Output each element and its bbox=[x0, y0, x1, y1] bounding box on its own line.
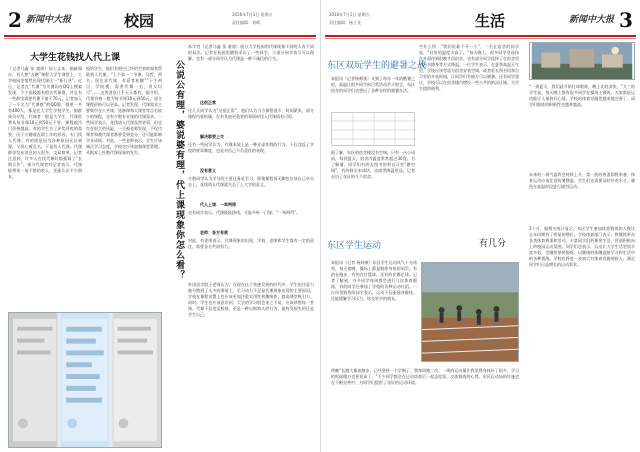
sports-photo bbox=[421, 262, 519, 362]
headline-paid-attendance: 大学生花钱找人代上课 bbox=[30, 53, 121, 63]
right-date-line: 2016年7月1日 星期五 bbox=[329, 12, 370, 17]
right-header bbox=[325, 8, 636, 38]
right-page bbox=[320, 0, 640, 452]
sports-article-intro: 本报讯（记者 杨帅康）东区学生运动风气十分浓厚，每天傍晚，操场上都是锻炼身体的同学。有的在跑步，有的在打篮球，还有的在踢足球。记者了解到，许多同学每周都会进行几次体育锻炼，有的同学还参加了学校的各种运动社团。一位经常锻炼的同学表示，运动不仅能强身健体，还能缓解学习压力，结交更多的朋友。 bbox=[331, 260, 417, 301]
summer-article-mid-col: 空什么得，“我们很难不开一个”，一名在宿舍的同学说，“这里的温度太高了。”每天晚上，很多同学会选择在外面待到很晚才回宿舍。也有部分同学选择了在宿舍里用冷水擦身等方式降温。一位学生表示，在夏季高温天气里，学校应该考虑为宿舍安装空调，或者延长图书馆和自习室的开放时间，让同学们有地方可以避暑。还有同学建议，学校可以在宿舍楼内增设一些公共的纳凉区域，为学生提供便利。 bbox=[419, 44, 519, 91]
left-page-number: 2 bbox=[8, 8, 22, 32]
col3-body-3: 少数同学认为学分的主要任务是学习，即使课程再无聊也应该自己亲自去上，花钱请人代课就失去了上大学的意义。 bbox=[188, 176, 314, 187]
col3-subhead-5: 老师：各方有责 bbox=[200, 230, 228, 235]
vertical-title: 公说公有理，婆说婆有理，代上课现象你怎么看？ bbox=[174, 60, 184, 280]
right-paper-name: 新闻中大报 bbox=[569, 15, 615, 25]
headline-sports-sub: 有几分 bbox=[479, 239, 507, 249]
right-section-title: 生活 bbox=[475, 12, 506, 30]
headline-sports: 东区学生运动 bbox=[327, 241, 382, 251]
right-page-number: 3 bbox=[619, 8, 633, 32]
left-header-rule-thin bbox=[4, 38, 316, 39]
left-header bbox=[4, 8, 316, 38]
left-section-title: 校园 bbox=[124, 12, 155, 30]
chat-screenshots-photo bbox=[8, 312, 162, 448]
right-editor-line: 责任编辑：杨子龙 bbox=[329, 20, 361, 25]
col3-subhead-2: 解决都要上交 bbox=[200, 134, 224, 139]
summer-photo bbox=[529, 42, 635, 80]
right-header-rule bbox=[325, 35, 636, 37]
article-col-3b: 外国语学院王老师认为，在现在这个快速发展的时代中，学生的注意力被分散到了太多的事情上，学习动力不足是代课现象出现的主要原因。学校在课程设置上也应该更加注重实用性和趣味性，提高课堂吸引力。同时，学生也应该意识到，大学的学习机会来之不易，应该珍惜每一堂课。代课不仅违反校规，更是一种自欺欺人的行为，最终受损失的还是学生自己。 bbox=[188, 282, 314, 317]
col3-subhead-4: 代人上课：一举两得 bbox=[200, 202, 236, 207]
col3-body-1: 这几天同学认为“这很正常”，他们认为当今课程很多，时间紧张，部分课程内容枯燥，在有其他更重要的事情时找人代课情有可原。 bbox=[188, 108, 314, 119]
article-col-2: 校的学生，他们有相应已经的空余时间来帮助别人代课。“上个第一二节课，马哲，两名，现在求代课，有意者私聊”“下午两点，学院楼，需要代课一名，男女均可”……这类消息几乎天天都有。据介绍，代课价格一般为每节课30元到50元，部分课程价格可以更高。记者发现，代课需求主要集中在公共课、选修课和大课堂等点名较少的课程，也有少数专业课的代课需求。一些同学表示，花钱请人代课虽然省事，但也存在很大的风险。一旦被老师发现，不仅代课者和被代课者都要受到处分，还可能影响学业成绩。对此，一些老师表示，学生应该端正学习态度，学校也应该加强课堂管理，从根本上杜绝代课现象的发生。 bbox=[86, 66, 162, 155]
summer-grid-box bbox=[331, 112, 415, 146]
far-col-text-2: 未来的一周气温将会持续上升，第一波的热浪即将来袭，体育运动应该注意防暑降温，学生们还需要及时补充水分，避免在高温时段进行剧烈运动。 bbox=[529, 172, 635, 189]
left-header-rule bbox=[4, 35, 316, 37]
left-paper-name: 新闻中大报 bbox=[26, 15, 72, 25]
left-date-line: 2016年7月1日 星期五 bbox=[232, 12, 273, 17]
col3-subhead-3: 没有意义 bbox=[200, 168, 216, 173]
col3-subhead-1: 这很正常 bbox=[200, 100, 216, 105]
left-editor-line: 责任编辑：刘晴 bbox=[232, 20, 260, 25]
grid-lines-icon bbox=[332, 113, 416, 147]
col3-body-4: 也有同学表示，代课既能挣钱，又能多听一门课，“一举两得”。 bbox=[188, 210, 301, 215]
article-col-1: （记者马鑫 张 童商）同上文本，据新闻台，有人想“去蹭”课程大学生课堂上，大学校园里悄然出现代课这一“新行业”。近日，记者在“代课”为关键词在QQ上搜索发现，不少高校都有相关代课群，并且有一些群里需要代课不低于70元。记者加入了一个名为“代课群”的QQ群，群里一共有400人，都是在大学生学校学生。据群成员介绍，代课者一般是大学生，代课收费从每节课10元到50元不等，课程越冷门价格越高。有的学生为了评奖评优的需要，出于兴趣或在职工作的原因，专门找人代课；有的则是因为各种原因无法到课，又担心被点名，于是找人代课。代课群里发布消息的人很多，交易简单。记者注意到，许多人在找代课时都强调了“长期合作”。部分代课者对记者表示，代课能带来一笔不错的收入，还能认识不少朋友。 bbox=[8, 66, 82, 179]
runners-scene-icon bbox=[422, 263, 518, 361]
sports-article-body: 傍晚“长跑大都来跑步、已经坚持一个学期了，我每周跑三次，一周的运动量让我觉得身体好了很多，学习的时候精力也更充沛了。”不少同学都会在运动结束后一起去吃饭，交流锻炼的心得。东区运动场的设施也在不断完善中，为同学们提供了良好的运动环境。 bbox=[331, 368, 519, 385]
col3-body-5: 对此，有老师表示，代课现象的出现，学校、老师和学生都有一定的责任，需要各方共同努力。 bbox=[188, 238, 314, 249]
summer-article-intro: 本报讯（记者杨帅康）又到了每年一年的酷暑之时，高温让很多同学的日常活动苦不堪言，东区宿舍的同学们也想出了各种各样的避暑办法。 bbox=[331, 76, 415, 93]
far-col-text-3: 2个月，据相关统计显示，东区学生参加体育锻炼的人数比去年同期有了明显的增长。学校体育部门表示，将继续举办各类体育赛事和活动，丰富同学们的课余生活，营造积极向上的校园运动氛围。同学们也表示，运动让大学生活更加丰富多彩，会继续坚持锻炼，以健康的体魄迎接学习和生活中的各种挑战。学校也将进一步加大对体育设施的投入，满足同学们日益增长的运动需求。 bbox=[529, 226, 635, 267]
headline-summer: 东区双玩学生的避暑之战 bbox=[327, 61, 427, 71]
chat-screenshot-icon bbox=[9, 313, 161, 447]
article-col-3-intro: 本学者（记者马鑫 张 童商）校分大学校园的代课现象不同的人有不同的看法。记者在校园里随机采访了一些同学，大部分同学表示可以理解，也有一部分同学认为代课是一种不诚信的行为。 bbox=[188, 44, 314, 61]
far-col-text-1: “一到夏天，我们就开始打球锻炼，晚上比较凉快。”大三的学生说。每天晚上都有很多同学在操场上锻炼，大家都说运动能让人保持好心情。学校的体育设施也越来越完善了，同学们锻炼的积极性也越来越高。 bbox=[529, 84, 635, 107]
col3-body-2: 还有一些同学认为，代课本质上是一种弄虚作假的行为，不仅违反了学校的规章制度，也是对自己不负责任的表现。 bbox=[188, 142, 314, 153]
summer-article-body: 据了解，东区的宿舍楼没有空调，只有一台小风扇，每到夏天，宿舍内温度常常超过30度。为了解暑，同学们有的去图书馆和自习室“蹭空调”，有的则买来冰块、凉席等降温用品。记者走访了东区的几个宿舍。 bbox=[331, 150, 415, 179]
right-header-rule-thin bbox=[325, 38, 636, 39]
campus-scene-icon bbox=[530, 43, 634, 79]
